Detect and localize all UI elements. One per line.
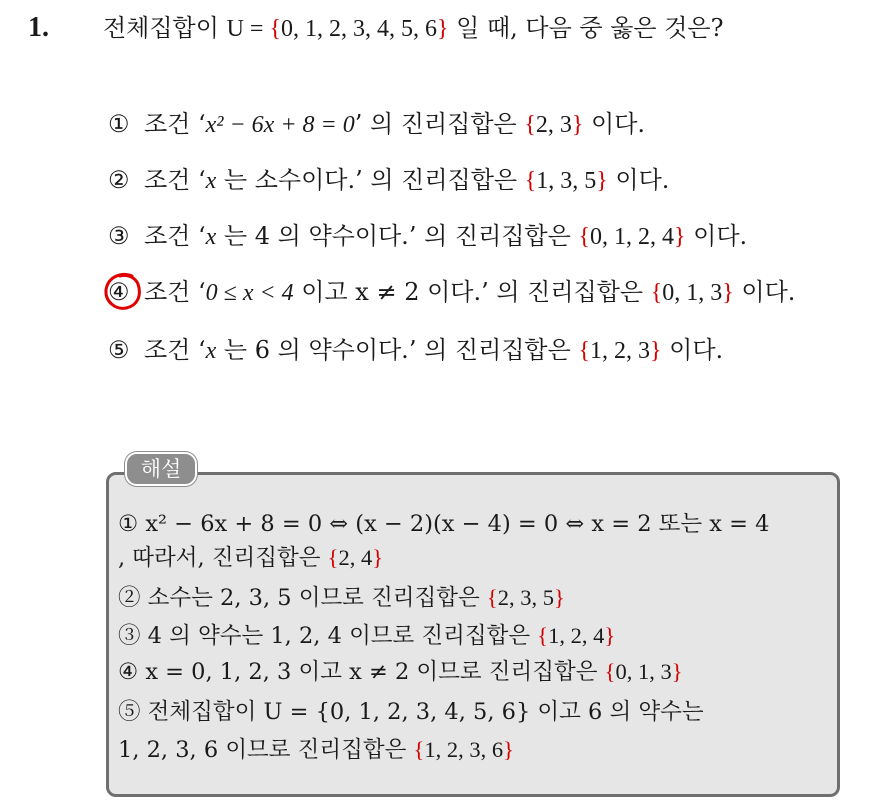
choice-text: ’ 의 진리집합은 xyxy=(354,110,525,138)
choice-text: 조건 ‘ xyxy=(144,166,206,194)
choice-set: {1, 2, 3} xyxy=(578,338,662,364)
choice-condition: x xyxy=(205,338,217,364)
explanation-line: ④ x = 0, 1, 2, 3 이고 x ≠ 2 이므로 진리집합은 {0, 1, 3} xyxy=(118,659,683,685)
choice-text: 이다. xyxy=(607,166,670,194)
choice-text: 조건 ‘ xyxy=(144,222,206,250)
choice-set: {0, 1, 2, 4} xyxy=(578,224,686,250)
explanation-line: ② 소수는 2, 3, 5 이므로 진리집합은 {2, 3, 5} xyxy=(118,585,565,611)
choice-condition: 0 ≤ x < 4 xyxy=(205,280,294,306)
choice-condition: x xyxy=(205,168,217,194)
choice-4[interactable] xyxy=(108,276,795,309)
choice-text: 는 소수이다.’ 의 진리집합은 xyxy=(216,166,525,194)
choice-number: ① xyxy=(108,110,130,138)
choice-text: 는 4 의 약수이다.’ 의 진리집합은 xyxy=(216,222,579,250)
choice-text: 는 6 의 약수이다.’ 의 진리집합은 xyxy=(216,336,579,364)
choice-set: {2, 3} xyxy=(524,112,584,138)
choice-5[interactable] xyxy=(108,334,723,367)
stem-post: 일 때, 다음 중 옳은 것은? xyxy=(448,14,724,42)
choice-text: 조건 ‘ xyxy=(144,278,206,306)
explanation-line: ① x² − 6x + 8 = 0 ⇔ (x − 2)(x − 4) = 0 ⇔ x = 2 또는 x = 4 xyxy=(118,511,770,537)
answer-circle-mark xyxy=(102,270,144,312)
stem-pre: 전체집합이 xyxy=(103,14,227,42)
explanation-tab: 해설 xyxy=(125,452,197,486)
choice-text: 조건 ‘ xyxy=(144,336,206,364)
choice-number: ② xyxy=(108,166,130,194)
choice-text: 이다. xyxy=(685,222,748,250)
choice-text: 이다. xyxy=(583,110,646,138)
choice-number: ③ xyxy=(108,222,130,250)
choice-1[interactable] xyxy=(108,108,645,141)
question-stem xyxy=(103,12,723,45)
explanation-line: ③ 4 의 약수는 1, 2, 4 이므로 진리집합은 {1, 2, 4} xyxy=(118,623,616,649)
choice-text: 조건 ‘ xyxy=(144,110,206,138)
choice-set: {0, 1, 3} xyxy=(650,280,734,306)
question-number: 1. xyxy=(28,12,49,43)
choice-condition: x² − 6x + 8 = 0 xyxy=(205,112,355,138)
stem-set: U = {0, 1, 2, 3, 4, 5, 6} xyxy=(226,16,449,42)
choice-number: ⑤ xyxy=(108,336,130,364)
choice-set: {1, 3, 5} xyxy=(524,168,608,194)
explanation-line: ⑤ 전체집합이 U = {0, 1, 2, 3, 4, 5, 6} 이고 6 의 약수는 xyxy=(118,699,704,725)
choice-3[interactable] xyxy=(108,220,747,253)
choice-2[interactable] xyxy=(108,164,669,197)
explanation-line: , 따라서, 진리집합은 {2, 4} xyxy=(118,545,384,571)
explanation-line: 1, 2, 3, 6 이므로 진리집합은 {1, 2, 3, 6} xyxy=(118,737,514,763)
choice-text: 이고 x ≠ 2 이다.’ 의 진리집합은 xyxy=(293,278,651,306)
choice-condition: x xyxy=(205,224,217,250)
choice-number: ④ xyxy=(108,278,130,306)
choice-text: 이다. xyxy=(661,336,724,364)
choice-text: 이다. xyxy=(733,278,796,306)
